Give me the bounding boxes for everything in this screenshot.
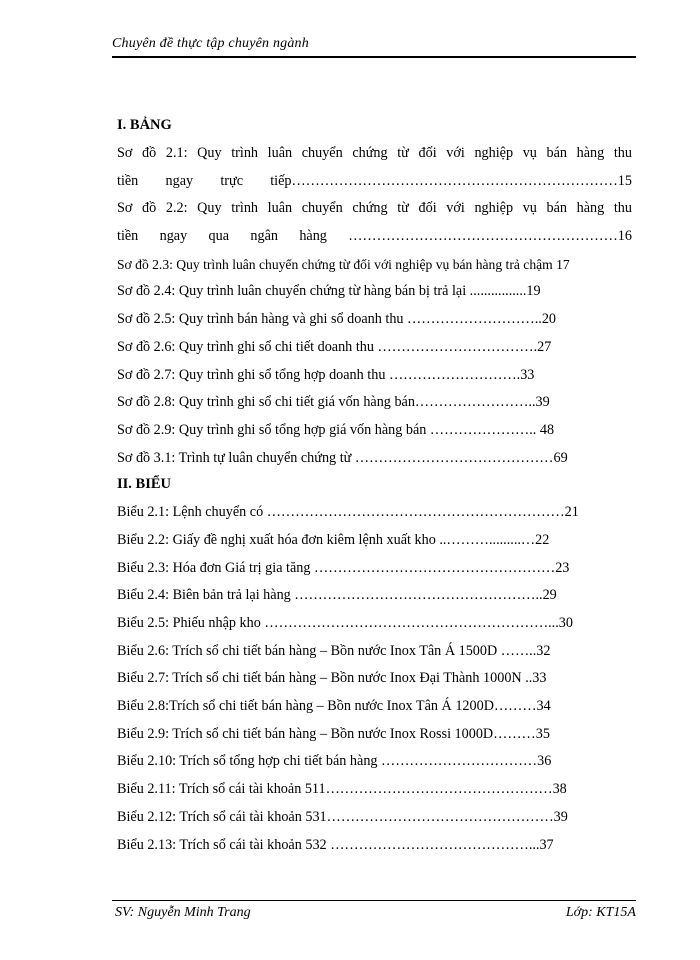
list-item: Biểu 2.10: Trích sổ tổng hợp chi tiết bán hàng ……………………………36 [117,753,552,770]
section-title-bieu: II. BIỂU [117,476,171,493]
header-divider [112,56,636,58]
list-item: Biểu 2.13: Trích sổ cái tài khoản 532 ……………………………………...37 [117,836,554,853]
list-item: Biểu 2.11: Trích sổ cái tài khoản 511…………………………………………38 [117,781,567,798]
list-item: Sơ đồ 2.3: Quy trình luân chuyển chứng từ đối với nghiệp vụ bán hàng trả chậm 17 [117,256,570,272]
list-item: Biểu 2.12: Trích sổ cái tài khoản 531…………………………………………39 [117,808,568,825]
footer-divider [112,900,636,901]
list-item: Sơ đồ 2.4: Quy trình luân chuyển chứng từ hàng bán bị trả lại ................19 [117,283,541,300]
list-item: Biểu 2.5: Phiếu nhập kho ……………………………………………………...30 [117,615,573,631]
list-item: tiền ngay qua ngân hàng …………………………………………………16 [117,228,632,245]
list-item: Biểu 2.9: Trích sổ chi tiết bán hàng – Bồn nước Inox Rossi 1000D………35 [117,725,550,742]
list-item: tiền ngay trực tiếp……………………………………………………………15 [117,172,632,189]
list-item: Biểu 2.1: Lệnh chuyển có ………………………………………………………21 [117,504,579,521]
list-item: Biểu 2.8:Trích sổ chi tiết bán hàng – Bồn nước Inox Tân Á 1200D………34 [117,698,551,715]
table-of-figures [117,113,632,859]
list-item: Biểu 2.7: Trích sổ chi tiết bán hàng – Bồn nước Inox Đại Thành 1000N ..33 [117,670,547,687]
list-item: Biểu 2.2: Giấy đề nghị xuất hóa đơn kiêm lệnh xuất kho ..……….........…22 [117,531,550,548]
list-item: Biểu 2.6: Trích sổ chi tiết bán hàng – Bồn nước Inox Tân Á 1500D ……..32 [117,642,551,659]
list-item: Biểu 2.3: Hóa đơn Giá trị gia tăng ……………………………………………23 [117,559,570,576]
list-item: Sơ đồ 2.6: Quy trình ghi sổ chi tiết doanh thu …………………………….27 [117,338,552,355]
list-item: Biểu 2.4: Biên bản trả lại hàng ……………………………………………..29 [117,587,557,604]
list-item: Sơ đồ 3.1: Trình tự luân chuyển chứng từ ……………………………………69 [117,449,568,466]
list-item: Sơ đồ 2.2: Quy trình luân chuyển chứng từ đối với nghiệp vụ bán hàng thu [117,200,632,217]
footer-class: Lớp: KT15A [565,905,636,920]
footer-student-name: SV: Nguyễn Minh Trang [115,905,251,920]
list-item: Sơ đồ 2.5: Quy trình bán hàng và ghi sổ doanh thu ………………………..20 [117,311,557,328]
list-item: Sơ đồ 2.7: Quy trình ghi sổ tổng hợp doanh thu ……………………….33 [117,366,535,383]
page-header-title: Chuyên đề thực tập chuyên ngành [112,36,309,51]
list-item: Sơ đồ 2.8: Quy trình ghi sổ chi tiết giá vốn hàng bán……………………..39 [117,394,550,411]
section-title-bang: I. BẢNG [117,117,172,133]
list-item: Sơ đồ 2.9: Quy trình ghi sổ tổng hợp giá vốn hàng bán ………………….. 48 [117,421,555,438]
list-item: Sơ đồ 2.1: Quy trình luân chuyển chứng từ đối với nghiệp vụ bán hàng thu [117,145,632,161]
